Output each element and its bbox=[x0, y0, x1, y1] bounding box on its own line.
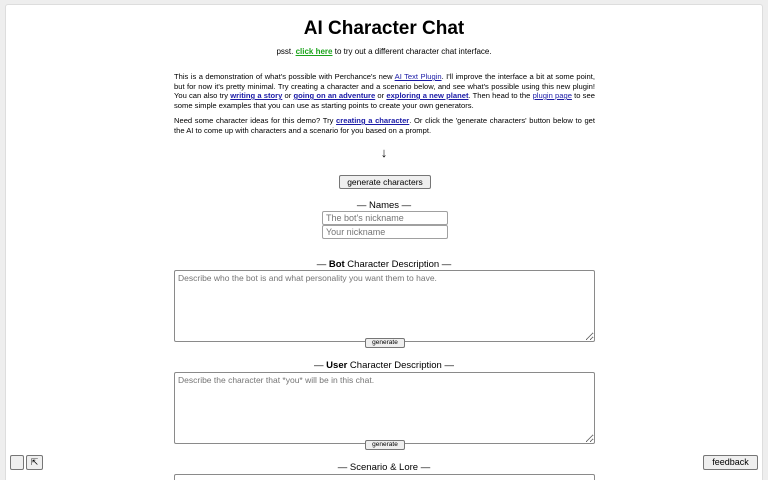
feedback-button[interactable] bbox=[703, 455, 758, 470]
user-nickname-input[interactable] bbox=[322, 225, 448, 239]
scenario-textarea[interactable] bbox=[174, 474, 595, 480]
down-arrow-icon: ↓ bbox=[380, 145, 388, 160]
generate-bot-description-button[interactable] bbox=[365, 338, 405, 348]
scenario-label: — Scenario & Lore — bbox=[337, 462, 431, 473]
label-text: — bbox=[314, 360, 327, 371]
label-text: Character Description — bbox=[347, 360, 454, 371]
names-label: — Names — bbox=[356, 200, 412, 211]
generate-label: generate bbox=[372, 441, 398, 448]
user-description-label bbox=[6, 360, 762, 371]
intro-text: . I'll improve the interface a bit at some point, but for now it's pretty minimal. Try creating a character and a scenario below, and see what's possible using this new plugin! You can also try bbox=[174, 72, 595, 100]
psst-note bbox=[6, 47, 762, 56]
bot-nickname-input[interactable] bbox=[322, 211, 448, 225]
writing-story-link[interactable]: writing a story bbox=[230, 91, 283, 100]
generate-user-description-button[interactable] bbox=[365, 440, 405, 450]
intro-text: or bbox=[377, 91, 385, 100]
new-planet-link[interactable]: exploring a new planet bbox=[386, 91, 469, 100]
intro-text: This is a demonstration of what's possible with Perchance's new bbox=[174, 72, 393, 81]
label-text: Character Description — bbox=[344, 259, 452, 270]
psst-prefix: psst. bbox=[276, 47, 294, 56]
creating-character-link[interactable]: creating a character bbox=[336, 116, 410, 125]
intro-text: to see some simple examples that you can use as starting points to create your own generators. bbox=[174, 91, 595, 110]
expand-corner-icon[interactable]: ⇱ bbox=[26, 455, 43, 470]
psst-suffix: to try out a different character chat interface. bbox=[334, 47, 492, 56]
page-container bbox=[5, 4, 763, 480]
generate-label: generate bbox=[372, 339, 398, 346]
label-text: — bbox=[316, 259, 329, 270]
intro-text: . Then head to the bbox=[468, 91, 531, 100]
feedback-label: feedback bbox=[712, 457, 749, 467]
ideas-paragraph bbox=[174, 116, 595, 135]
generate-characters-button[interactable] bbox=[339, 175, 431, 189]
generate-characters-label: generate characters bbox=[347, 177, 423, 187]
menu-corner-button[interactable] bbox=[10, 455, 24, 470]
page-title: AI Character Chat bbox=[303, 18, 465, 39]
ideas-text: . Or click the 'generate characters' button below to get the AI to come up with characters and a scenario for you based on a prompt. bbox=[174, 116, 596, 135]
intro-text: or bbox=[284, 91, 292, 100]
click-here-link[interactable]: click here bbox=[295, 47, 333, 56]
intro-paragraph bbox=[174, 72, 595, 110]
ai-text-plugin-link[interactable]: AI Text Plugin bbox=[394, 72, 442, 81]
plugin-page-link[interactable]: plugin page bbox=[532, 91, 572, 100]
label-bold: Bot bbox=[328, 259, 345, 270]
label-bold: User bbox=[326, 360, 348, 371]
user-description-textarea[interactable] bbox=[174, 372, 595, 444]
ideas-text: Need some character ideas for this demo? Try bbox=[174, 116, 334, 125]
bot-description-textarea[interactable] bbox=[174, 270, 595, 342]
adventure-link[interactable]: going on an adventure bbox=[293, 91, 376, 100]
bot-description-label bbox=[6, 259, 762, 270]
